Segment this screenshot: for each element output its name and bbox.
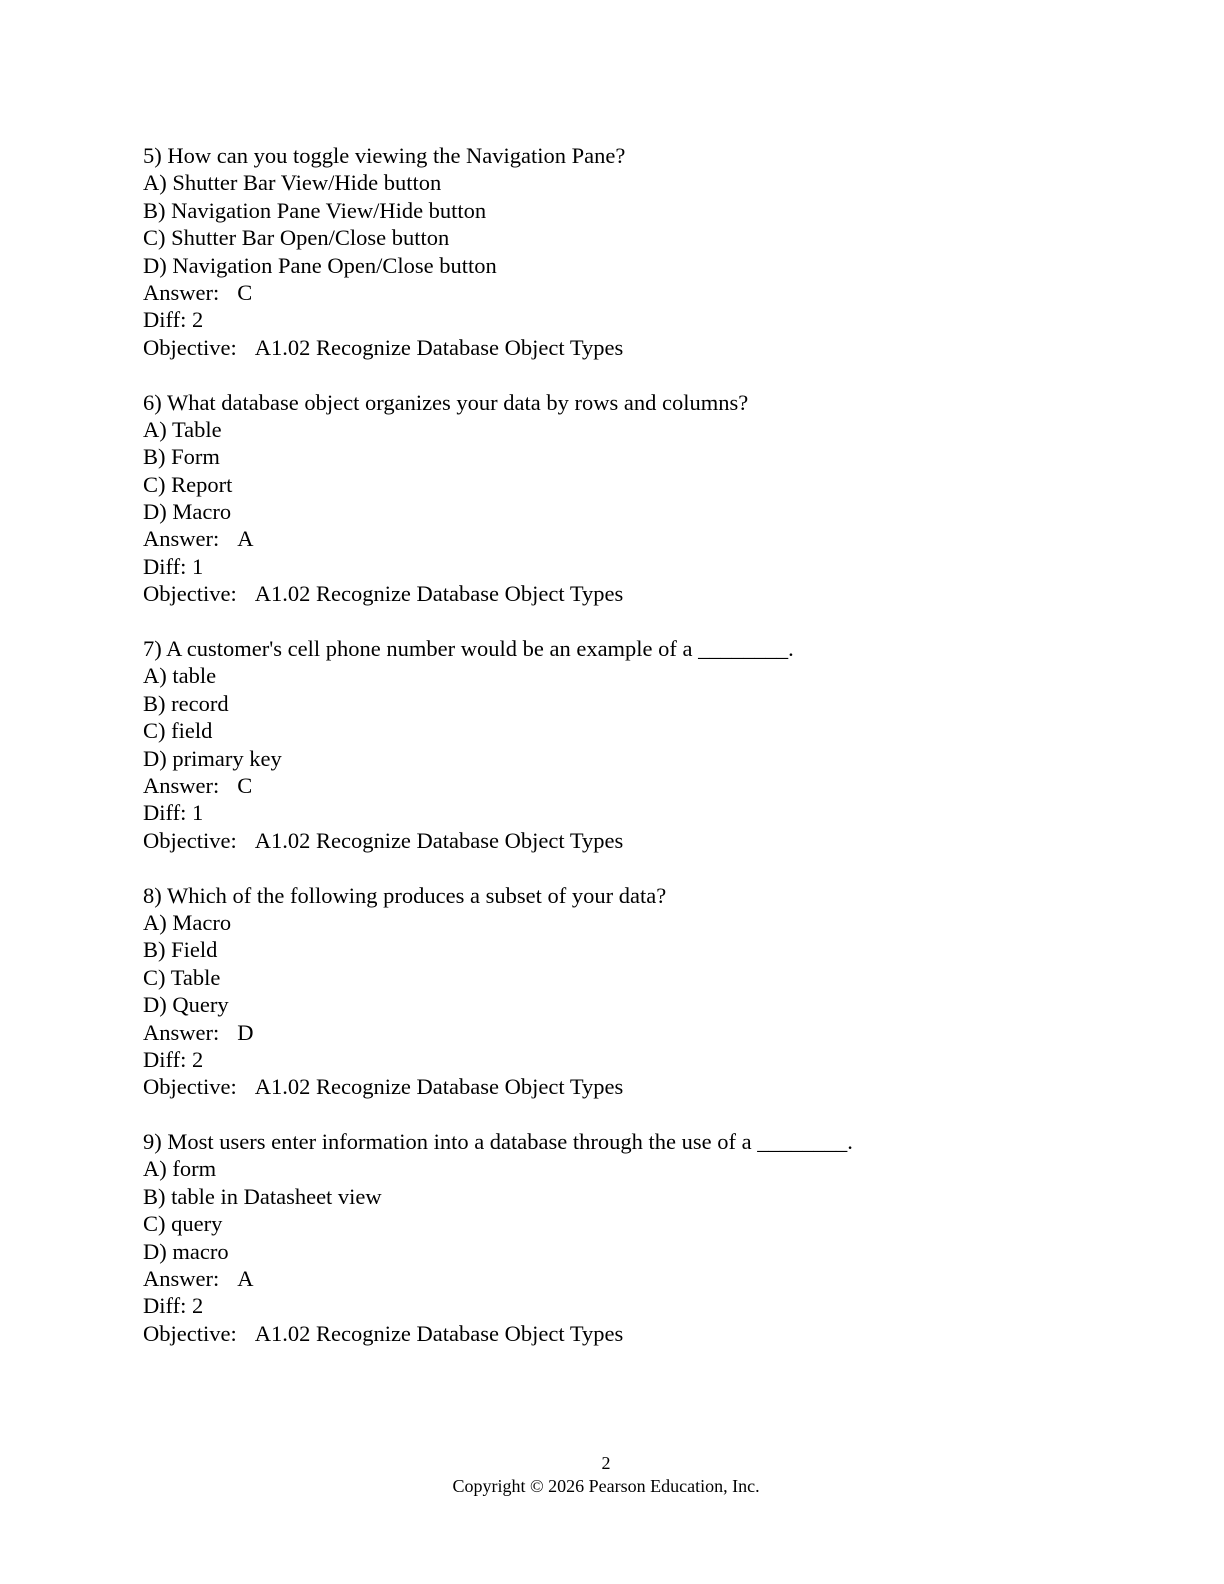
- answer-value: C: [237, 279, 253, 305]
- option-a: A) table: [143, 663, 217, 689]
- objective-label: Objective:: [143, 334, 237, 360]
- option-d: D) Navigation Pane Open/Close button: [143, 252, 497, 278]
- question-list: [143, 142, 1143, 1375]
- objective-label: Objective:: [143, 581, 237, 607]
- answer-label: Answer:: [143, 1019, 220, 1045]
- option-b: B) Field: [143, 937, 218, 963]
- question-stem: 7) A customer's cell phone number would be an example of a ________.: [143, 636, 794, 662]
- answer-line: [143, 1265, 1143, 1292]
- difficulty: Diff: 2: [143, 1046, 204, 1072]
- option-c: C) query: [143, 1211, 223, 1237]
- option-d: D) Query: [143, 992, 229, 1018]
- option-b: B) table in Datasheet view: [143, 1183, 382, 1209]
- difficulty: Diff: 1: [143, 800, 204, 826]
- option-a: A) Table: [143, 416, 222, 442]
- answer-line: [143, 772, 1143, 799]
- question-6: [143, 389, 1143, 608]
- objective-value: A1.02 Recognize Database Object Types: [254, 334, 624, 360]
- option-a: A) form: [143, 1156, 217, 1182]
- objective-line: [143, 580, 1143, 607]
- question-stem: 5) How can you toggle viewing the Navigation Pane?: [143, 143, 626, 168]
- difficulty: Diff: 2: [143, 1293, 204, 1319]
- answer-value: A: [237, 1266, 254, 1292]
- question-stem: 9) Most users enter information into a database through the use of a ________.: [143, 1129, 853, 1155]
- option-b: B) Form: [143, 444, 220, 470]
- answer-label: Answer:: [143, 279, 220, 305]
- answer-line: [143, 279, 1143, 306]
- answer-label: Answer:: [143, 772, 220, 798]
- objective-value: A1.02 Recognize Database Object Types: [254, 1320, 624, 1346]
- question-5: [143, 142, 1143, 361]
- question-8: [143, 882, 1143, 1101]
- objective-line: [143, 334, 1143, 361]
- answer-line: [143, 525, 1143, 552]
- option-a: A) Macro: [143, 909, 232, 935]
- question-stem: 8) Which of the following produces a subset of your data?: [143, 882, 667, 908]
- answer-value: D: [237, 1019, 254, 1045]
- answer-value: A: [237, 526, 254, 552]
- option-a: A) Shutter Bar View/Hide button: [143, 170, 442, 196]
- answer-label: Answer:: [143, 526, 220, 552]
- answer-label: Answer:: [143, 1266, 220, 1292]
- option-b: B) Navigation Pane View/Hide button: [143, 197, 487, 223]
- objective-line: [143, 1073, 1143, 1100]
- objective-value: A1.02 Recognize Database Object Types: [254, 1074, 624, 1100]
- objective-value: A1.02 Recognize Database Object Types: [254, 581, 624, 607]
- page-number: 2: [601, 1453, 611, 1473]
- objective-label: Objective:: [143, 1074, 237, 1100]
- question-7: [143, 635, 1143, 854]
- option-d: D) primary key: [143, 745, 282, 771]
- difficulty: Diff: 2: [143, 307, 204, 333]
- objective-line: [143, 1320, 1143, 1347]
- objective-label: Objective:: [143, 827, 237, 853]
- answer-line: [143, 1019, 1143, 1046]
- question-stem: 6) What database object organizes your data by rows and columns?: [143, 389, 749, 415]
- objective-line: [143, 827, 1143, 854]
- option-c: C) Report: [143, 471, 233, 497]
- page-footer: [0, 1452, 1212, 1498]
- copyright-notice: Copyright © 2026 Pearson Education, Inc.: [452, 1476, 760, 1496]
- option-d: D) Macro: [143, 499, 232, 525]
- option-c: C) Table: [143, 964, 221, 990]
- objective-value: A1.02 Recognize Database Object Types: [254, 827, 624, 853]
- answer-value: C: [237, 772, 253, 798]
- option-c: C) field: [143, 718, 213, 744]
- option-d: D) macro: [143, 1238, 229, 1264]
- question-9: [143, 1128, 1143, 1347]
- option-c: C) Shutter Bar Open/Close button: [143, 225, 450, 251]
- objective-label: Objective:: [143, 1320, 237, 1346]
- difficulty: Diff: 1: [143, 553, 204, 579]
- option-b: B) record: [143, 690, 229, 716]
